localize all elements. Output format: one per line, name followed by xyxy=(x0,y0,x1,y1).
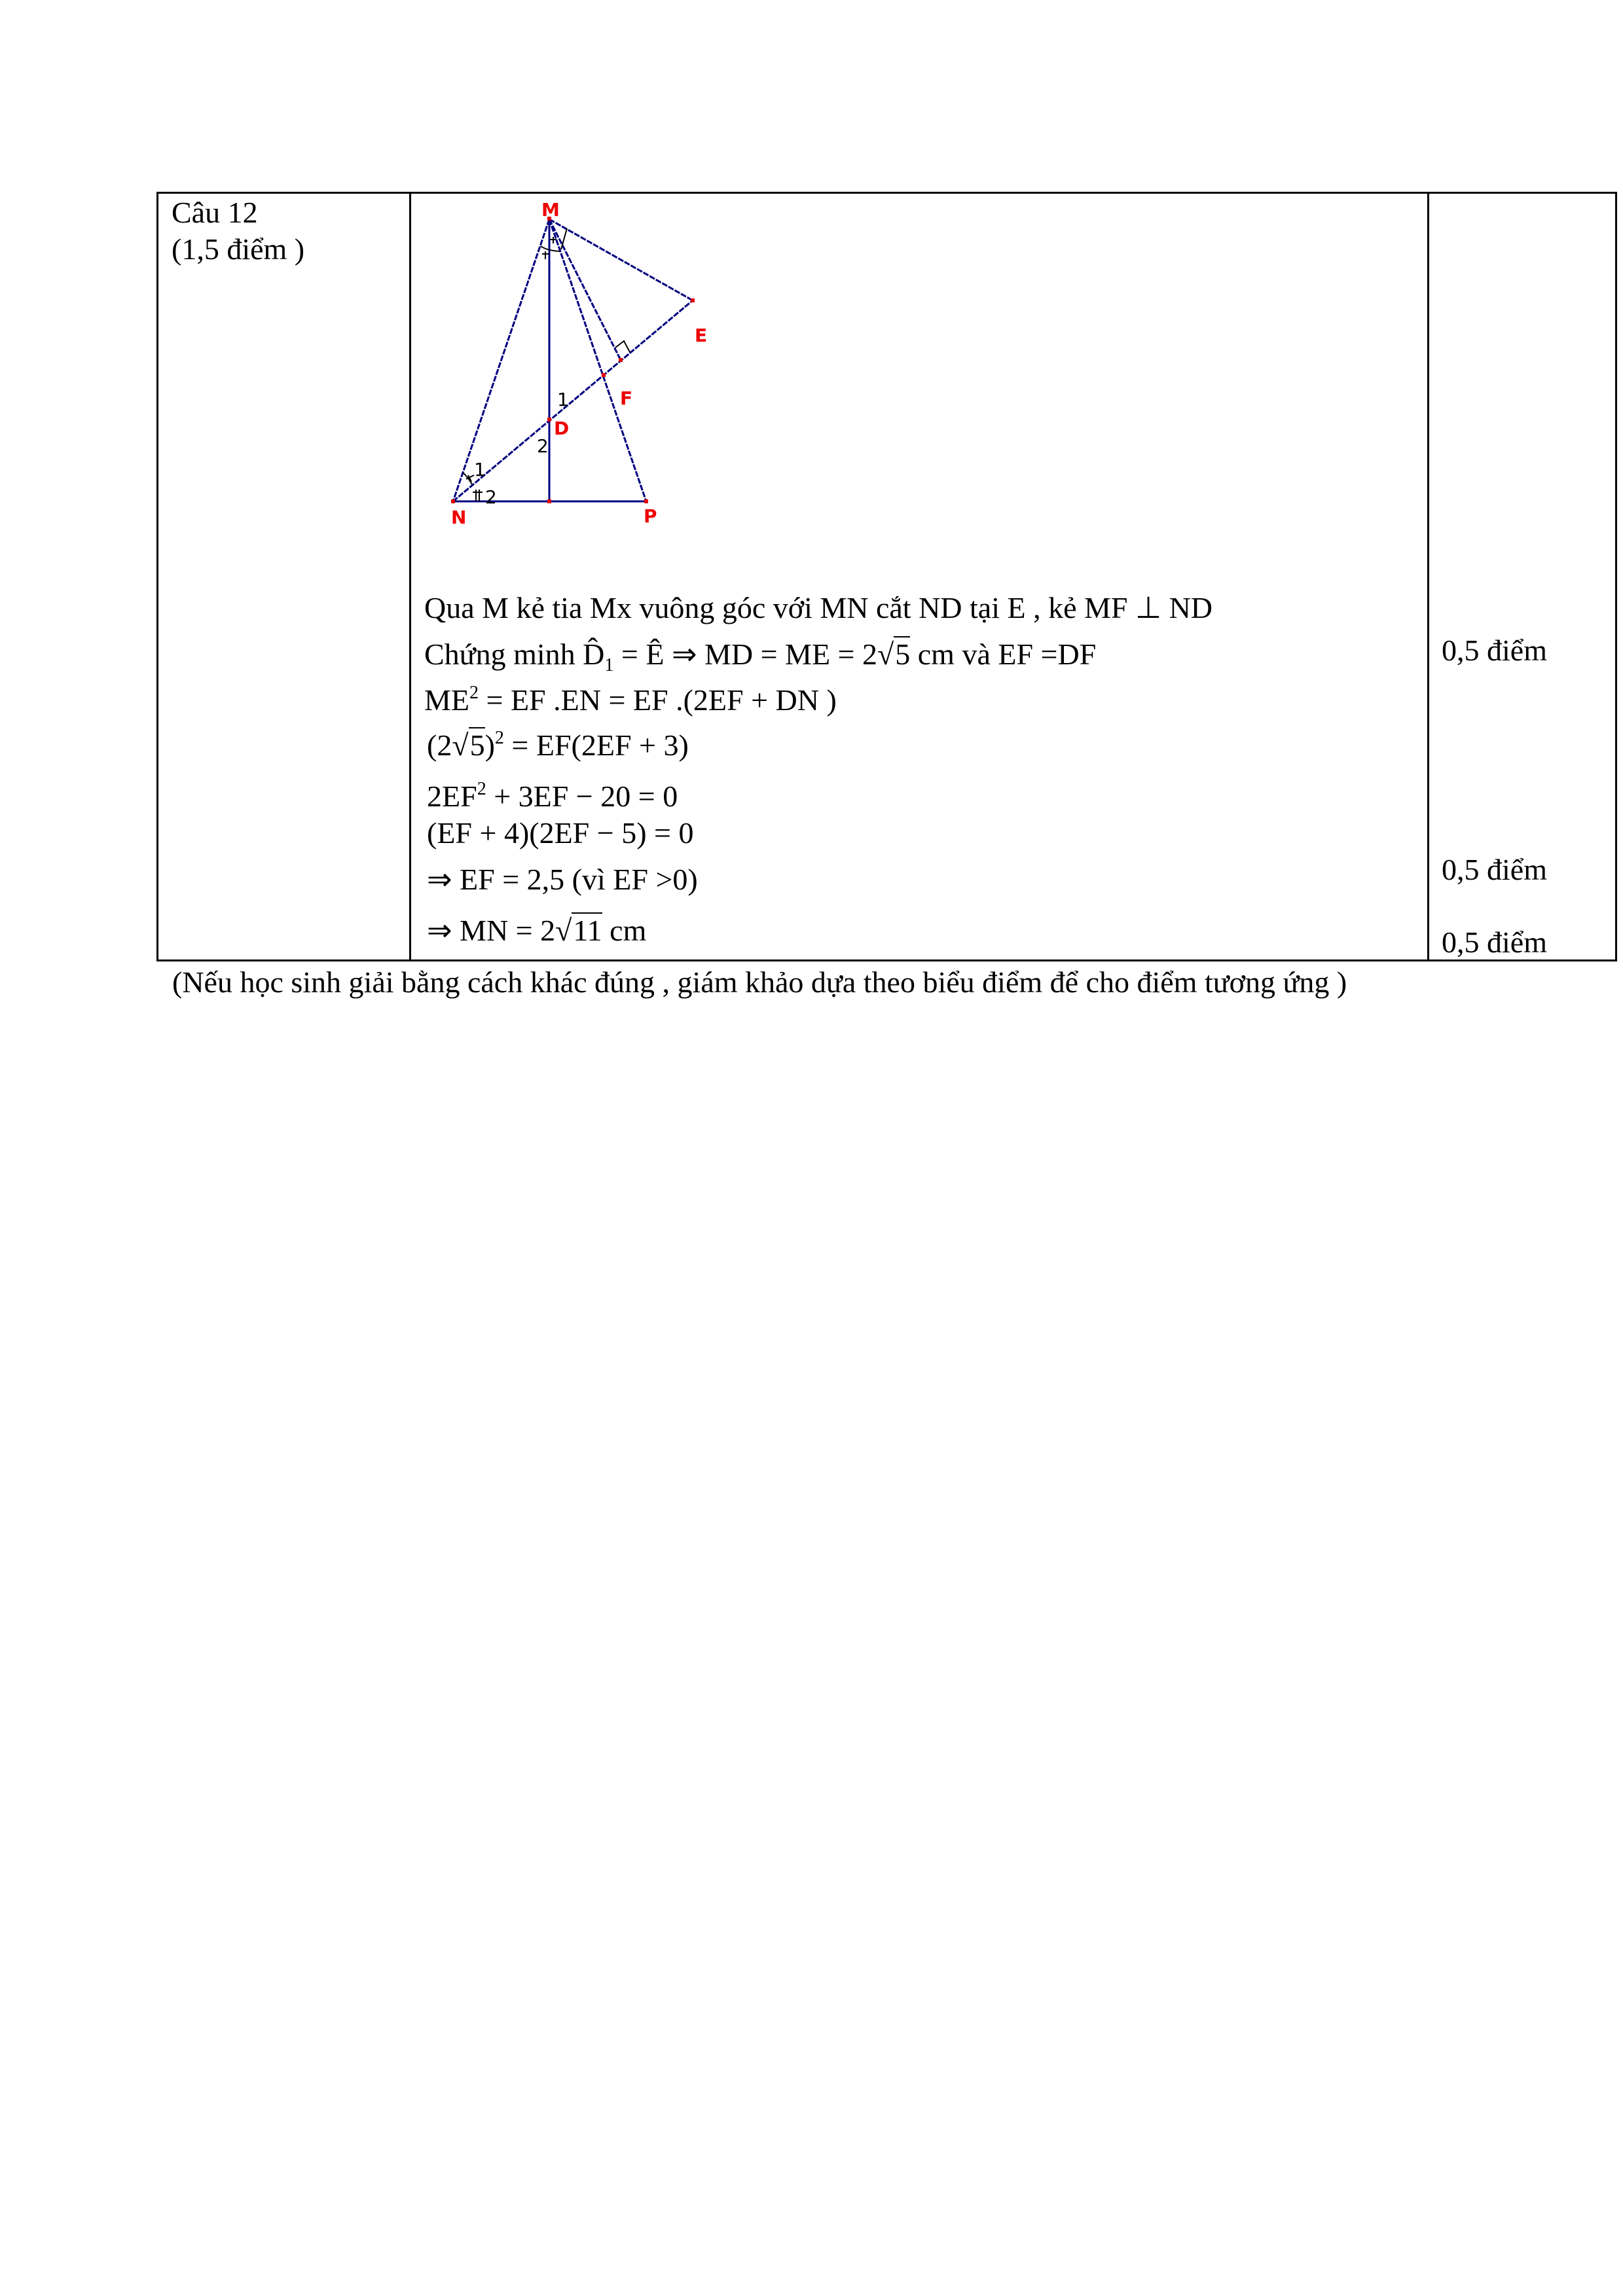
angle-label-D2: 2 xyxy=(537,435,549,457)
right-angle-mark xyxy=(615,341,630,352)
label-D: D xyxy=(554,418,570,439)
solution-line-2: Chứng minh $D̂_1$ = Ê ⇒ MD = ME = 2√5 cm và EF =DF xyxy=(424,637,1097,675)
points xyxy=(451,217,695,503)
text: = EF(2EF + 3) xyxy=(503,728,689,762)
text: 2EF xyxy=(427,780,477,813)
text: ) xyxy=(484,728,495,762)
angle-label-D1: 1 xyxy=(557,389,569,410)
text: = Ê ⇒ MD = ME = 2 xyxy=(613,637,877,671)
subscript: 1 xyxy=(604,655,614,675)
angle-label-N1: 1 xyxy=(474,459,486,480)
footer-note: (Nếu học sinh giải bằng cách khác đúng , giám khảo dựa theo biểu điểm để cho điểm tương ứng ) xyxy=(172,965,1347,999)
text: ME xyxy=(424,683,469,717)
segment-MN xyxy=(453,219,549,501)
text: = EF .EN = EF .(2EF + DN ) xyxy=(479,683,837,717)
solution-line-3 xyxy=(424,685,837,715)
radicand: 5 xyxy=(895,637,911,671)
text: (2 xyxy=(427,728,452,762)
label-F: F xyxy=(620,387,633,409)
superscript: 2 xyxy=(477,779,486,799)
solution-line-8: ⇒ MN = 2√11 cm xyxy=(427,914,647,947)
question-points: (1,5 điểm ) xyxy=(172,232,305,266)
label-E: E xyxy=(695,325,708,346)
score-1: 0,5 điểm xyxy=(1442,634,1547,667)
solution-line-5 xyxy=(427,781,678,812)
label-N: N xyxy=(451,507,467,528)
score-3: 0,5 điểm xyxy=(1442,925,1547,959)
segment-MP xyxy=(549,219,646,501)
solution-line-6: (EF + 4)(2EF − 5) = 0 xyxy=(427,816,694,850)
solution-line-7: ⇒ EF = 2,5 (vì EF >0) xyxy=(427,863,698,896)
text: + 3EF − 20 = 0 xyxy=(486,780,678,813)
radicand: 5 xyxy=(469,728,485,762)
angle-marks xyxy=(463,228,633,501)
solution-line-4: $(2√5)^2 = EF(2EF + 3)$ xyxy=(427,728,689,762)
angle-label-N2: 2 xyxy=(485,486,497,508)
label-M: M xyxy=(541,199,560,221)
superscript: 2 xyxy=(469,683,479,703)
segment-NE xyxy=(453,300,693,501)
text: cm và EF =DF xyxy=(910,637,1097,671)
text: Chứng minh D̂ xyxy=(424,637,605,671)
question-title: Câu 12 xyxy=(172,196,258,229)
text: ⇒ MN = 2 xyxy=(427,914,556,947)
solution-line-1: Qua M kẻ tia Mx vuông góc với MN cắt ND tại E , kẻ MF ⊥ ND xyxy=(424,591,1213,624)
label-P: P xyxy=(644,505,657,527)
geometry-figure xyxy=(0,0,1623,655)
radicand: 11 xyxy=(573,914,602,947)
text: cm xyxy=(602,914,647,947)
superscript: 2 xyxy=(494,728,504,748)
score-2: 0,5 điểm xyxy=(1442,853,1547,886)
